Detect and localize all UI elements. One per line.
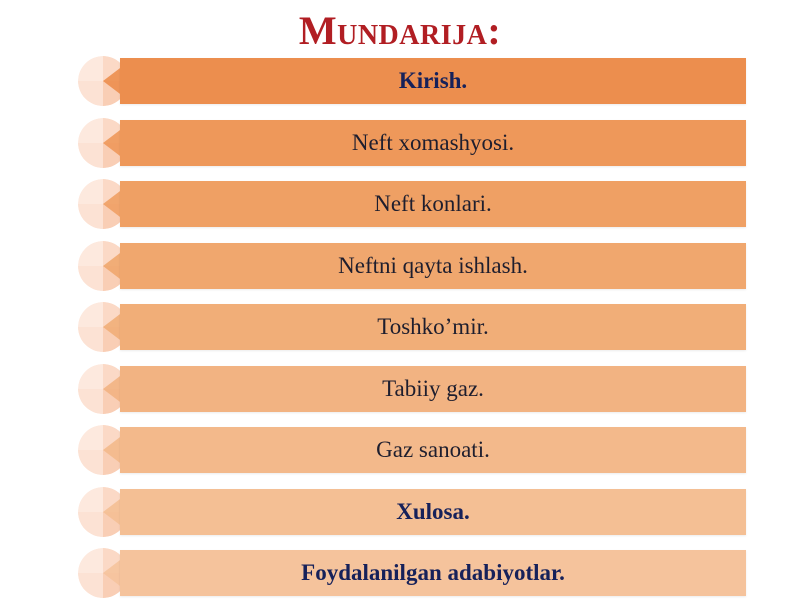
toc-item[interactable] <box>78 118 746 170</box>
toc-item[interactable] <box>78 487 746 539</box>
toc-item-label: Neft xomashyosi. <box>351 129 515 155</box>
toc-item[interactable] <box>78 56 746 108</box>
toc-item-label: Kirish. <box>398 68 468 93</box>
toc-item-bar <box>120 58 746 104</box>
toc-item-label: Neft konlari. <box>374 191 492 216</box>
toc-item-label: Toshko’mir. <box>377 314 489 339</box>
toc-item-label: Neftni qayta ishlash. <box>338 252 528 278</box>
toc-item[interactable] <box>78 241 746 293</box>
toc-item[interactable] <box>78 548 746 600</box>
toc-item-label: Foydalanilgan adabiyotlar. <box>301 560 565 585</box>
toc-item-bar <box>120 366 746 412</box>
toc-item-bar <box>120 243 746 289</box>
toc-item[interactable] <box>78 179 746 231</box>
toc-item-label: Xulosa. <box>396 498 470 524</box>
toc-item-bar <box>120 120 746 166</box>
toc-item-bar <box>120 304 746 350</box>
toc-item-bar <box>120 181 746 227</box>
toc-item[interactable] <box>78 425 746 477</box>
page-title: Mundarija: <box>298 8 502 53</box>
toc-item-label: Gaz sanoati. <box>376 437 490 462</box>
toc-item-bar <box>120 489 746 535</box>
toc-item-bar <box>120 427 746 473</box>
toc-item[interactable] <box>78 364 746 416</box>
toc-item[interactable] <box>78 302 746 354</box>
toc-item-label: Tabiiy gaz. <box>382 375 484 401</box>
toc-item-bar <box>120 550 746 596</box>
